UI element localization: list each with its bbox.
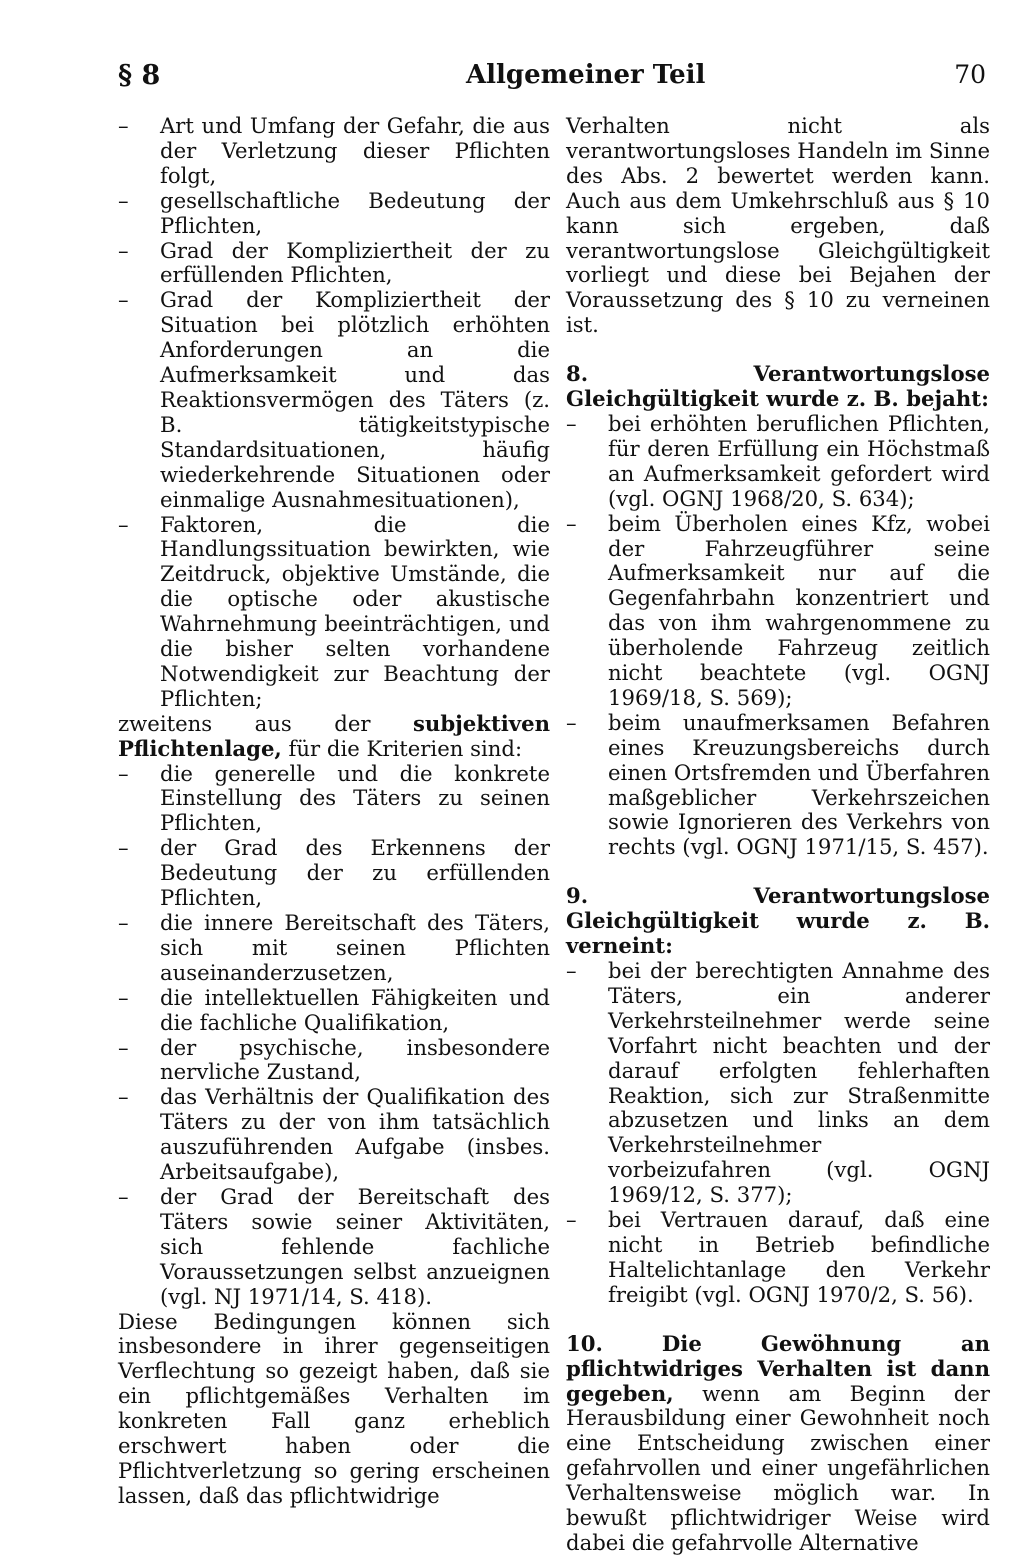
list-item: – Art und Umfang der Gefahr, die aus der Verletzung dieser Pflichten folgt, — [118, 114, 550, 189]
right-column — [566, 114, 990, 1556]
section-9-heading: 9. Verantwortungslose Gleichgültigkeit wurde z. B. verneint: — [566, 883, 990, 959]
list-item: – beim Überholen eines Kfz, wobei der Fahrzeugführer seine Aufmerksamkeit nur auf die Gegenfahrbahn konzentriert und das von ihm wahrgenommene zu überholende Fahrzeug zeitlich nicht beachtete (vgl. OGNJ 1969/18, S. 569); — [566, 512, 990, 711]
section-marker: § 8 — [118, 60, 161, 91]
list-item: – Faktoren, die die Handlungssituation bewirkten, wie Zeitdruck, objektive Umstände, die die optische oder akustische Wahrnehmung beeinträchtigen, und die bisher selten vorhandene Notwendigkeit zur Beachtung der Pflichten; — [118, 513, 550, 712]
list-item: – Grad der Kompliziertheit der zu erfüllenden Pflichten, — [118, 239, 550, 289]
list-item: – beim unaufmerksamen Befahren eines Kreuzungsbereichs durch einen Ortsfremden und Überfahren maßgeblicher Verkehrszeichen sowie Ignorieren des Verkehrs von rechts (vgl. OGNJ 1971/15, S. 457). — [566, 711, 990, 860]
section-8-heading: 8. Verantwortungslose Gleichgültigkeit wurde z. B. bejaht: — [566, 361, 990, 412]
list-item: – gesellschaftliche Bedeutung der Pflichten, — [118, 189, 550, 239]
page-header — [118, 60, 986, 100]
list-item: – bei der berechtigten Annahme des Täters, ein anderer Verkehrsteilnehmer werde seine Vorfahrt nicht beachten und der darauf erfolgten fehlerhaften Reaktion, sich zur Straßenmitte abzusetzen und links an dem Verkehrsteilnehmer vorbeizufahren (vgl. OGNJ 1969/12, S. 377); — [566, 959, 990, 1208]
page-number: 70 — [954, 60, 986, 89]
left-column — [118, 114, 550, 1509]
subjective-intro: zweitens aus der subjektiven Pflichtenlage, für die Kriterien sind: — [118, 710, 550, 761]
list-item: – die intellektuellen Fähigkeiten und die fachliche Qualifikation, — [118, 986, 550, 1036]
list-item: – die generelle und die konkrete Einstellung des Täters zu seinen Pflichten, — [118, 762, 550, 837]
running-title: Allgemeiner Teil — [466, 60, 706, 90]
list-item: – Grad der Kompliziertheit der Situation bei plötzlich erhöhten Anforderungen an die Aufmerksamkeit und das Reaktionsvermögen des Täters (z. B. tätigkeitstypische Standardsituationen, häufig wiederkehrende Situationen oder einmalige Ausnahmesituationen), — [118, 288, 550, 512]
list-item: – der Grad der Bereitschaft des Täters sowie seiner Aktivitäten, sich fehlende fachliche Voraussetzungen selbst anzueignen (vgl. NJ 1971/14, S. 418). — [118, 1185, 550, 1310]
list-item: – bei Vertrauen darauf, daß eine nicht in Betrieb befindliche Haltelichtanlage den Verkehr freigibt (vgl. OGNJ 1970/2, S. 56). — [566, 1208, 990, 1308]
continuation-paragraph: Verhalten nicht als verantwortungsloses Handeln im Sinne des Abs. 2 bewertet werden kann. Auch aus dem Umkehrschluß aus § 10 kann sich ergeben, daß verantwortungslose Gleichgültigkeit vorliegt und diese bei Bejahen der Voraussetzung des § 10 zu verneinen ist. — [566, 113, 990, 338]
list-item: – der psychische, insbesondere nervliche Zustand, — [118, 1036, 550, 1086]
list-item: – der Grad des Erkennens der Bedeutung der zu erfüllenden Pflichten, — [118, 836, 550, 911]
list-item: – die innere Bereitschaft des Täters, sich mit seinen Pflichten auseinanderzusetzen, — [118, 911, 550, 986]
list-item: – das Verhältnis der Qualifikation des Täters zu der von ihm tatsächlich auszuführenden Aufgabe (insbes. Arbeitsaufgabe), — [118, 1085, 550, 1185]
list-item: – bei erhöhten beruflichen Pflichten, für deren Erfüllung ein Höchstmaß an Aufmerksamkeit gefordert wird (vgl. OGNJ 1968/20, S. 634); — [566, 412, 990, 512]
closing-paragraph: Diese Bedingungen können sich insbesondere in ihrer gegenseitigen Verflechtung so gezeigt haben, daß sie ein pflichtgemäßes Verhalten im konkreten Fall ganz erheblich erschwert haben oder die Pflichtverletzung so gering erscheinen lassen, daß das pflichtwidrige — [118, 1308, 550, 1508]
section-10-paragraph: 10. Die Gewöhnung an pflichtwidriges Verhalten ist dann gegeben, wenn am Beginn der Herausbildung einer Gewohnheit noch eine Entscheidung zwischen einer gefahrvollen und einer ungefährlichen Verhaltensweise möglich war. In bewußt pflichtwidriger Weise wird dabei die gefahrvolle Alternative — [566, 1330, 990, 1555]
